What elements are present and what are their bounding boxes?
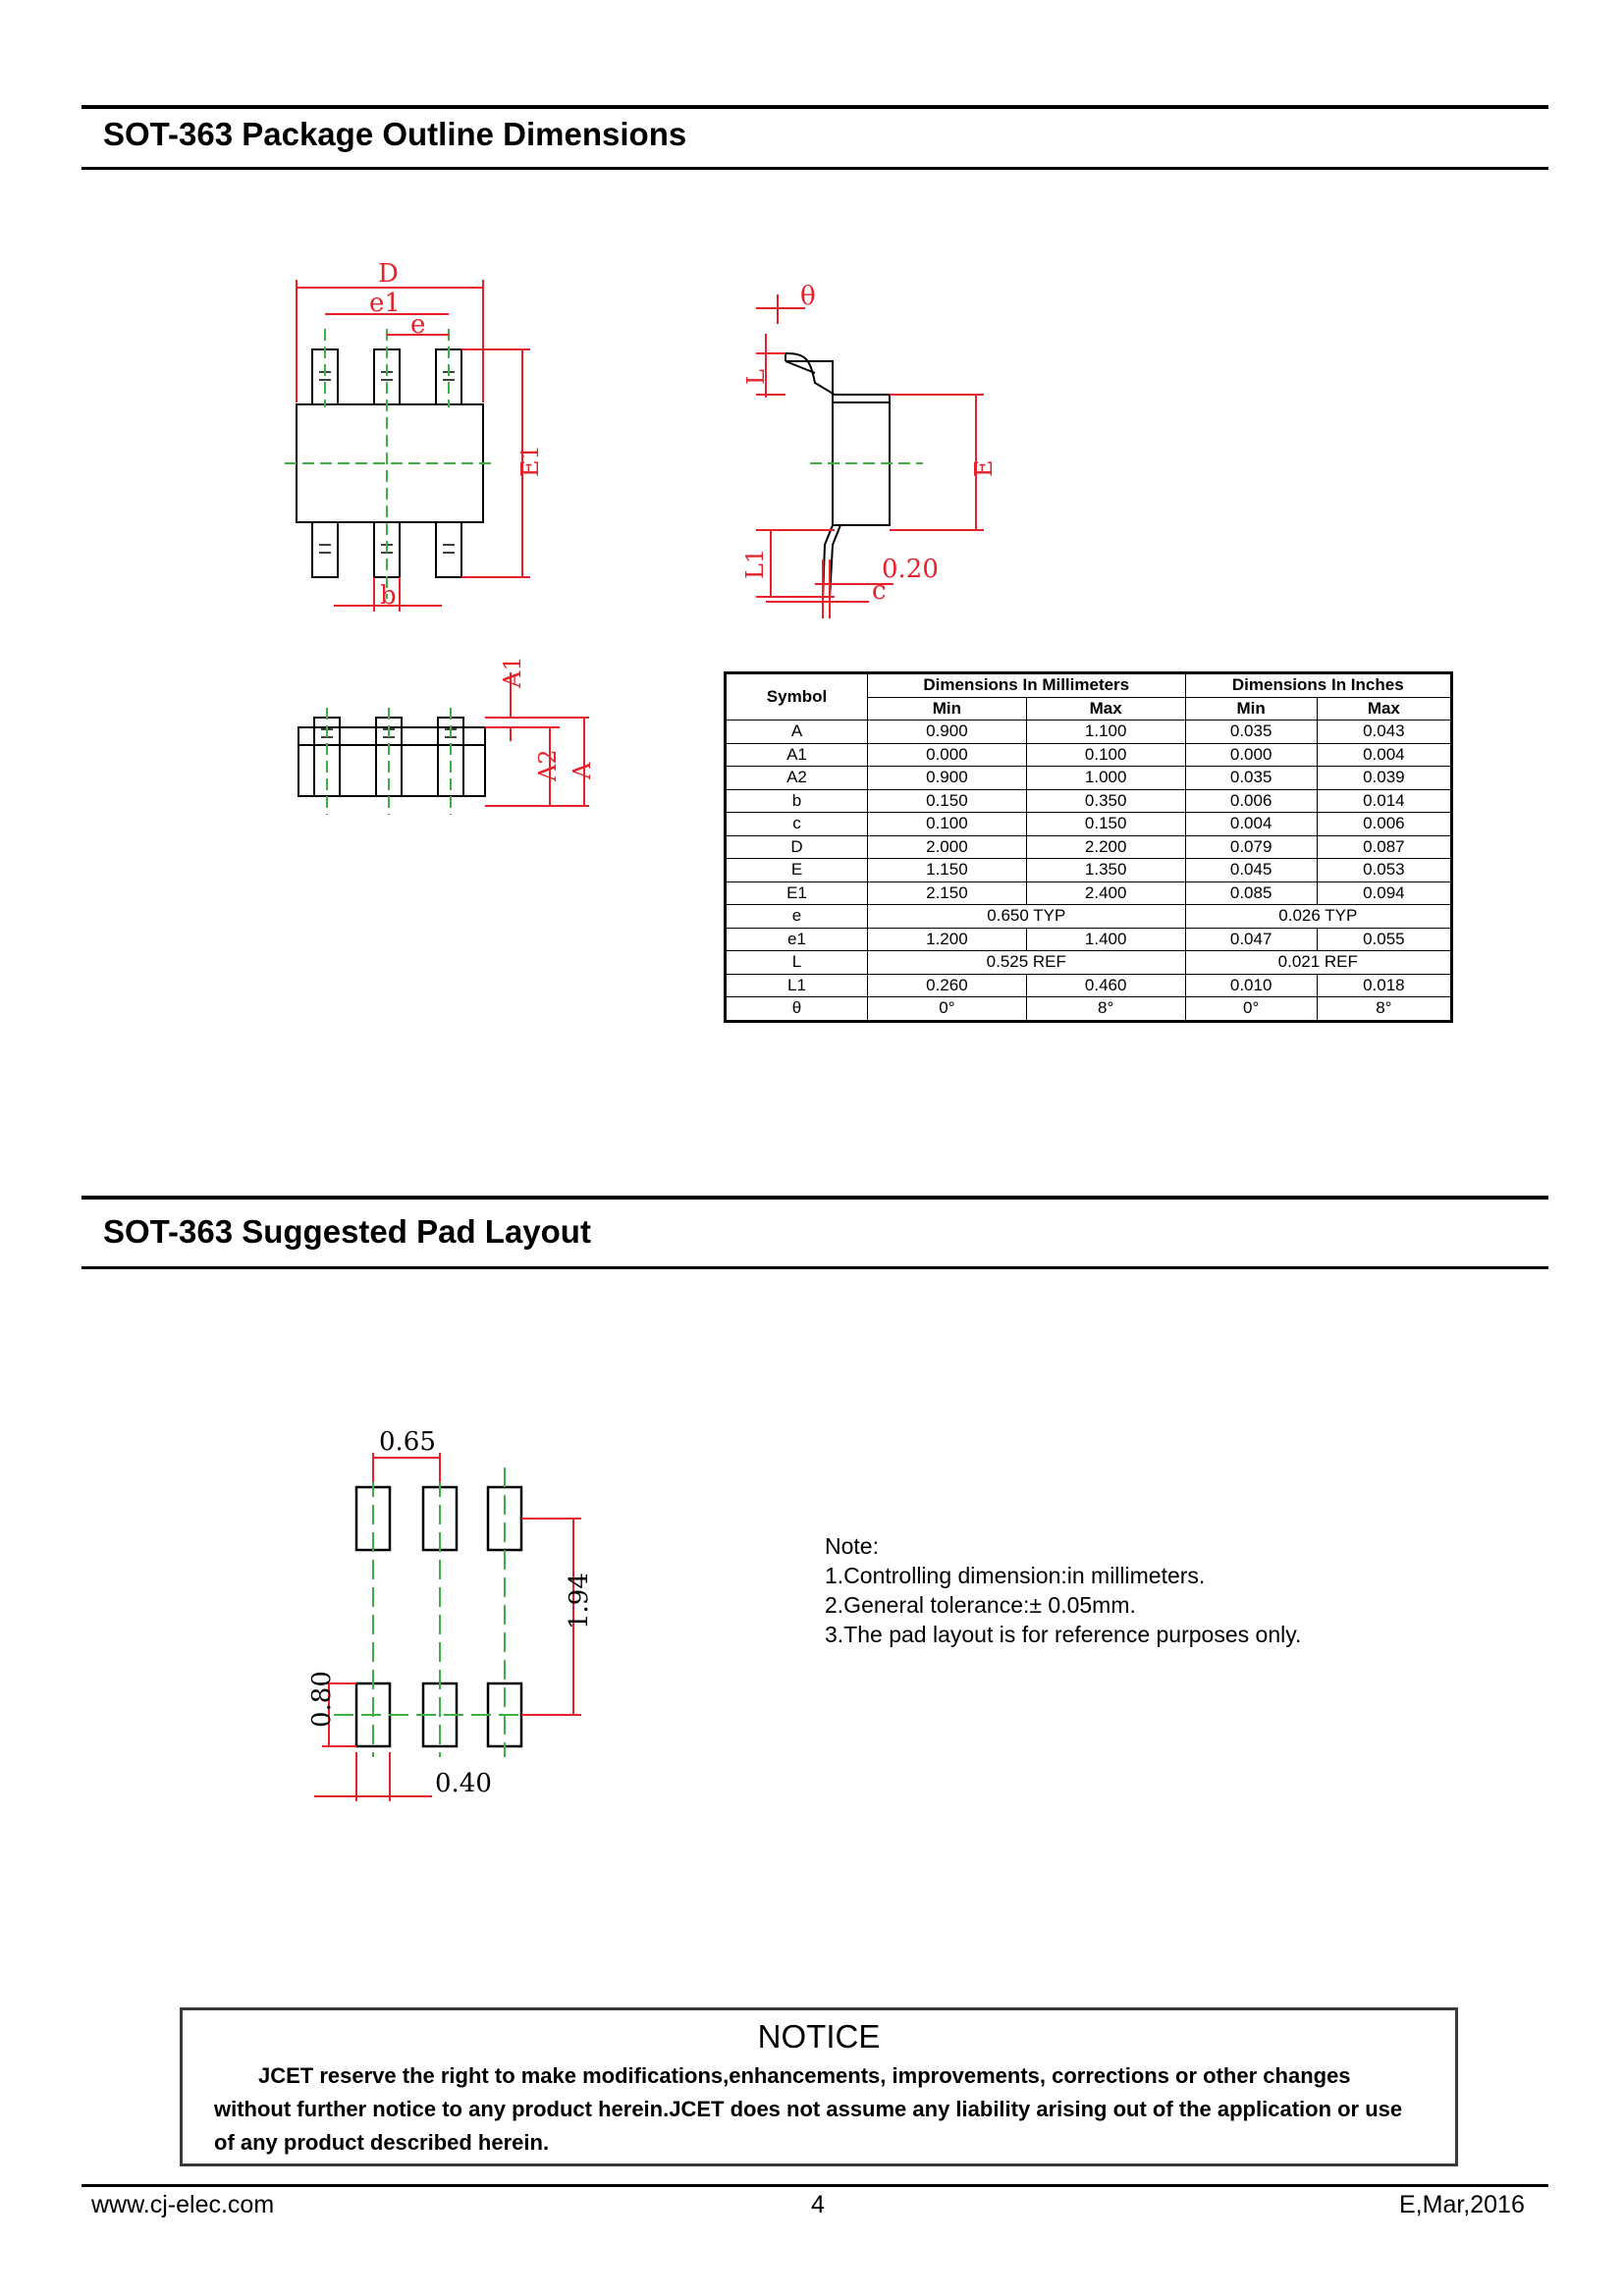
note-title: Note:: [825, 1533, 879, 1559]
label-b: b: [380, 581, 397, 611]
label-E: E: [970, 459, 998, 477]
header-mm: Dimensions In Millimeters: [868, 673, 1186, 698]
table-row: A2 0.900 1.000 0.035 0.039: [726, 767, 1452, 790]
label-A: A: [568, 762, 596, 779]
label-c: c: [872, 576, 887, 606]
footer-revision: E,Mar,2016: [1399, 2191, 1525, 2218]
top-rule-1: [81, 105, 1548, 109]
table-row: A1 0.000 0.100 0.000 0.004: [726, 743, 1452, 767]
table-row: e 0.650 TYP 0.026 TYP: [726, 905, 1452, 929]
notice-title: NOTICE: [757, 2018, 881, 2055]
front-view-drawing: [285, 643, 619, 829]
label-A1: A1: [499, 656, 526, 688]
top-view-drawing: [275, 250, 569, 623]
table-row: b 0.150 0.350 0.006 0.014: [726, 789, 1452, 813]
section-title-outline: SOT-363 Package Outline Dimensions: [103, 116, 687, 152]
header-in-min: Min: [1185, 697, 1317, 721]
table-row: E 1.150 1.350 0.045 0.053: [726, 859, 1452, 882]
notice-body: [183, 2059, 1455, 2160]
pad-layout-drawing: [295, 1423, 609, 1816]
footer-website: www.cj-elec.com: [91, 2191, 275, 2218]
notice-line-2: without further notice to any product herein.JCET does not assume any liability arising out of the application or use: [214, 2097, 1403, 2121]
header-symbol: Symbol: [726, 673, 868, 721]
table-row: e1 1.200 1.400 0.047 0.055: [726, 928, 1452, 951]
header-mm-min: Min: [868, 697, 1027, 721]
label-pad-length: 0.80: [307, 1671, 337, 1728]
label-pitch: 0.65: [379, 1427, 436, 1457]
label-0-20: 0.20: [882, 555, 939, 584]
footer-page-number: 4: [811, 2191, 825, 2218]
top-rule-2: [81, 1196, 1548, 1200]
note-line-1: 1.Controlling dimension:in millimeters.: [825, 1563, 1206, 1588]
label-D: D: [378, 259, 399, 289]
dimensions-table: [724, 671, 1453, 1023]
table-row: L1 0.260 0.460 0.010 0.018: [726, 974, 1452, 997]
section-title-pad: SOT-363 Suggested Pad Layout: [103, 1213, 591, 1250]
header-inch: Dimensions In Inches: [1185, 673, 1451, 698]
table-row: D 2.000 2.200 0.079 0.087: [726, 835, 1452, 859]
label-e: e: [410, 310, 426, 340]
label-E1: E1: [516, 445, 544, 477]
table-row: A 0.900 1.100 0.035 0.043: [726, 721, 1452, 744]
bottom-rule-2: [81, 1266, 1548, 1269]
side-view-drawing: [727, 265, 1021, 618]
notice-line-1: JCET reserve the right to make modifications,enhancements, improvements, corrections or other changes: [258, 2063, 1351, 2088]
table-row: c 0.100 0.150 0.004 0.006: [726, 813, 1452, 836]
header-in-max: Max: [1317, 697, 1451, 721]
label-pad-width: 0.40: [435, 1769, 492, 1798]
label-L1: L1: [741, 548, 769, 579]
header-mm-max: Max: [1026, 697, 1185, 721]
label-theta: θ: [800, 282, 816, 311]
label-e1: e1: [369, 289, 401, 318]
bottom-rule-1: [81, 167, 1548, 170]
label-A2: A2: [534, 749, 562, 781]
note-line-3: 3.The pad layout is for reference purposes only.: [825, 1622, 1302, 1647]
notice-line-3: of any product described herein.: [214, 2130, 550, 2155]
table-row: E1 2.150 2.400 0.085 0.094: [726, 881, 1452, 905]
label-height: 1.94: [565, 1573, 594, 1629]
footer-rule: [81, 2184, 1548, 2187]
notes: [825, 1531, 1301, 1649]
note-line-2: 2.General tolerance:± 0.05mm.: [825, 1592, 1136, 1618]
label-L: L: [742, 369, 770, 385]
table-row: L 0.525 REF 0.021 REF: [726, 951, 1452, 975]
notice-box: [180, 2007, 1458, 2166]
table-row: θ 0° 8° 0° 8°: [726, 997, 1452, 1022]
